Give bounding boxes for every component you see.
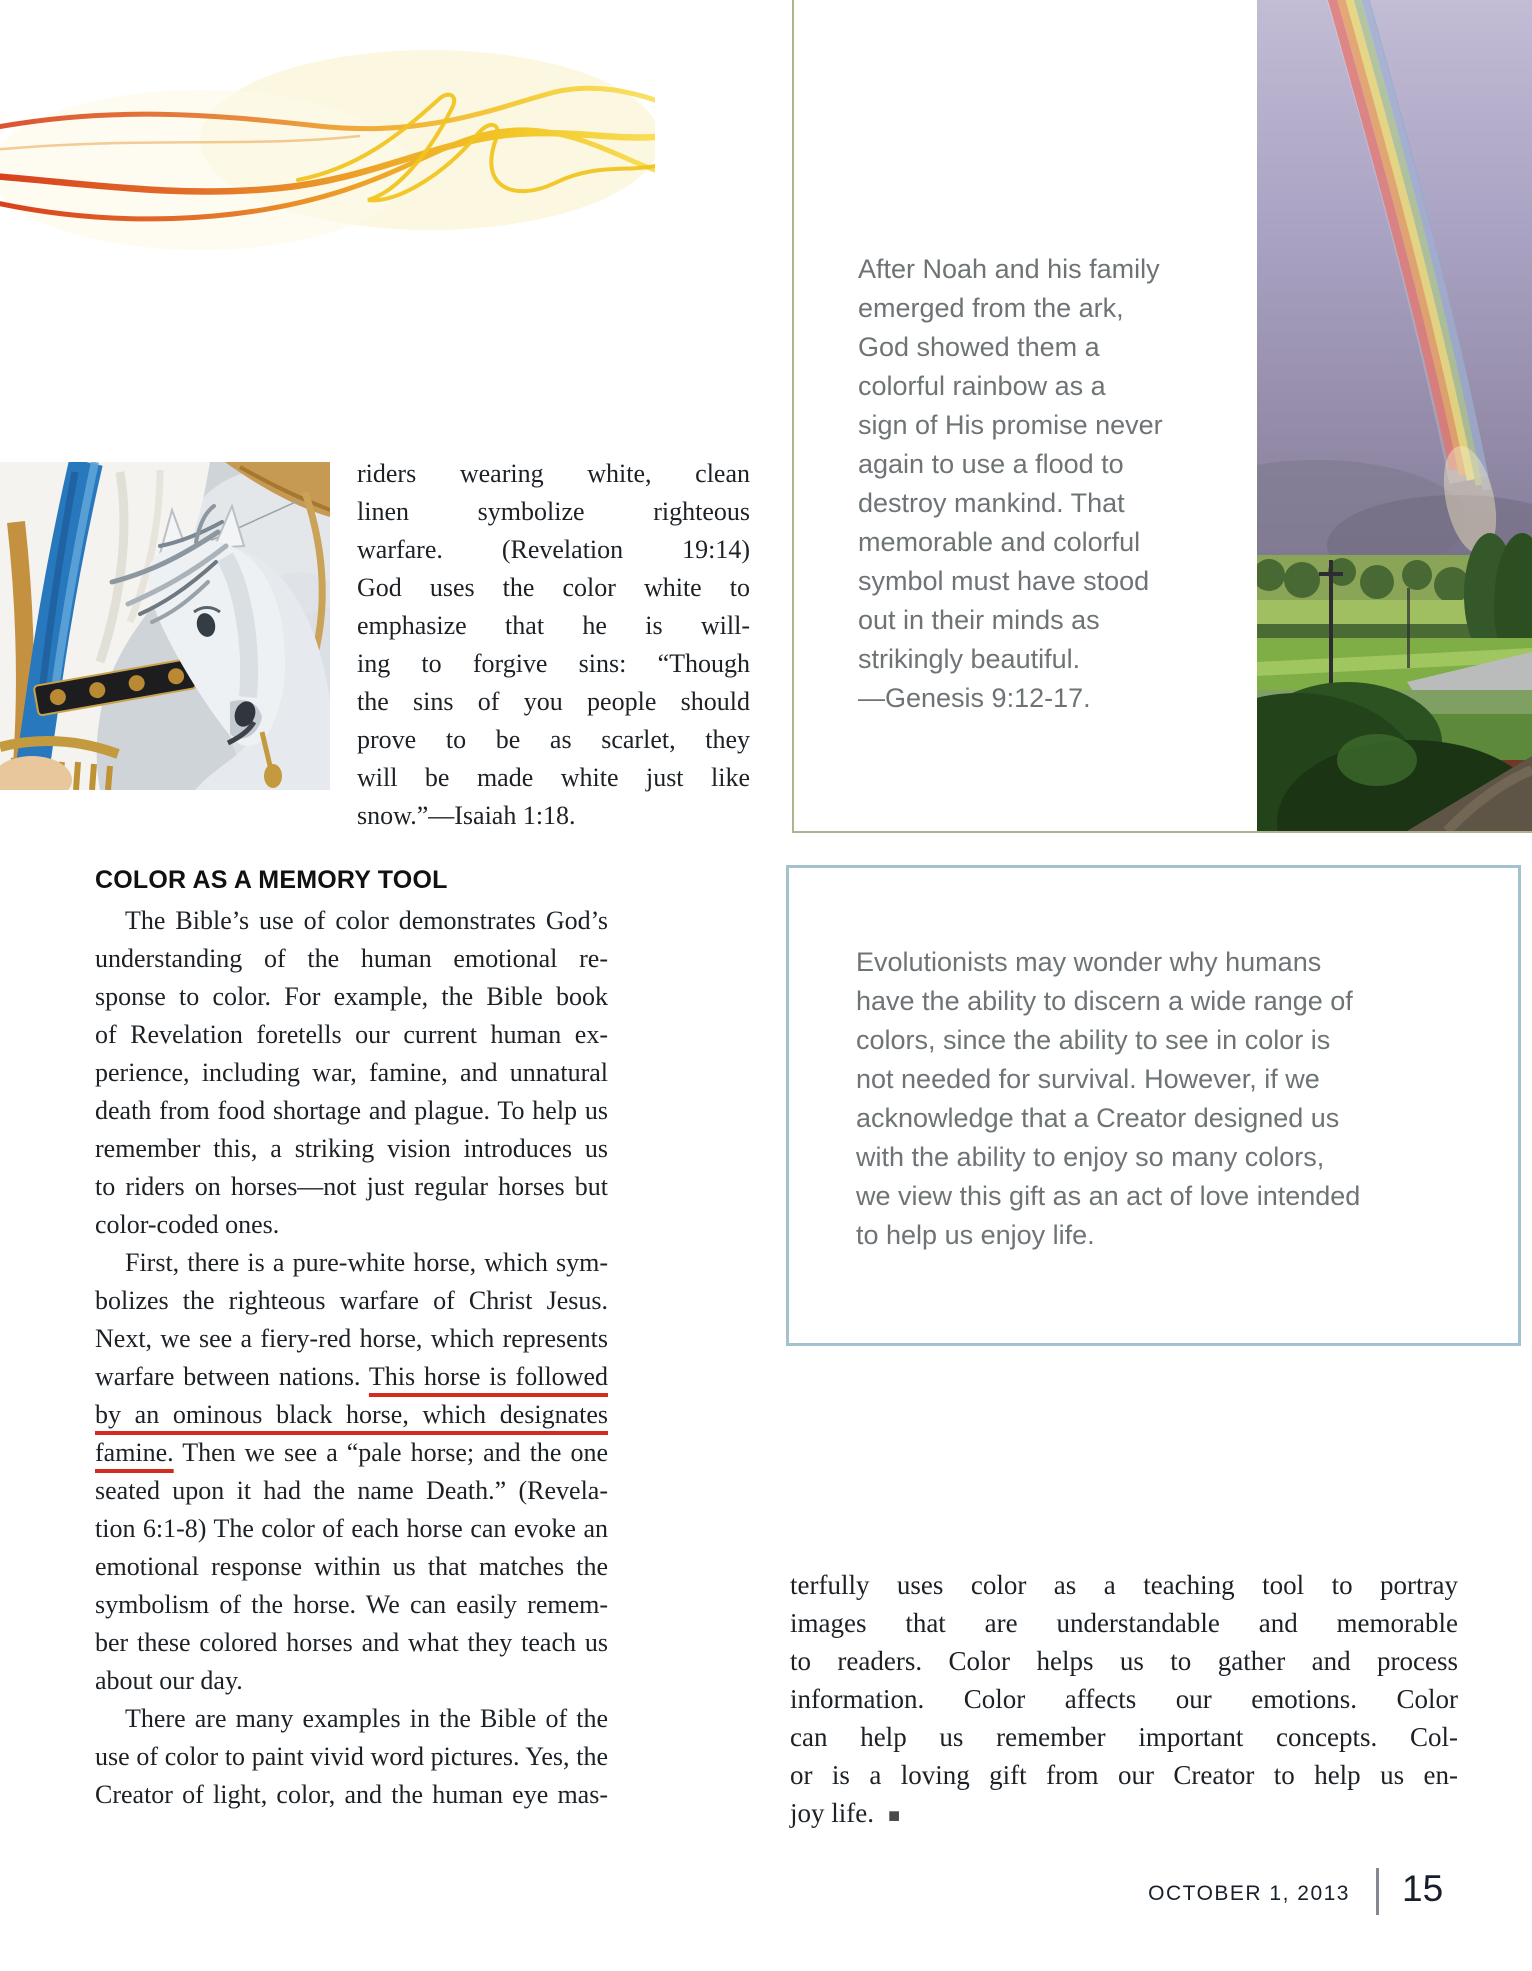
- text-line: joy life. ■: [790, 1798, 901, 1828]
- wave-decoration: [0, 40, 655, 255]
- text-line: about our day.: [95, 1666, 243, 1695]
- text-line: have the ability to discern a wide range of: [856, 986, 1353, 1016]
- text-line: sign of His promise never: [858, 410, 1163, 440]
- text-line: symbol must have stood: [858, 566, 1150, 596]
- text-line: to riders on horses—not just regular horses but: [95, 1172, 608, 1201]
- text-line: God uses the color white to: [357, 573, 750, 602]
- text-line: emphasize that he is will-: [357, 611, 750, 640]
- noah-sidebar-box: [792, 0, 1532, 833]
- text-line: again to use a flood to: [858, 449, 1124, 479]
- text-line: colors, since the ability to see in color is: [856, 1025, 1331, 1055]
- text-line: to help us enjoy life.: [856, 1220, 1095, 1250]
- text-line: First, there is a pure-white horse, which sym-: [125, 1248, 608, 1277]
- text-line: the sins of you people should: [357, 687, 750, 716]
- footer-divider: [1376, 1868, 1379, 1915]
- body-paragraph-2: [95, 1244, 608, 1700]
- text-line: ing to forgive sins: “Though: [357, 649, 750, 678]
- text-line: There are many examples in the Bible of the: [125, 1704, 608, 1733]
- text-line: —Genesis 9:12-17.: [858, 683, 1091, 713]
- rider-on-white-horse-image: [0, 462, 330, 790]
- text-line: destroy mankind. That: [858, 488, 1125, 518]
- body-paragraph-3: [95, 1700, 608, 1814]
- text-line: emotional response within us that matches the: [95, 1552, 608, 1581]
- text-line: warfare. (Revelation 19:14): [357, 535, 750, 564]
- text-line: acknowledge that a Creator designed us: [856, 1103, 1340, 1133]
- right-column: [790, 1566, 1458, 1835]
- text-line: tion 6:1-8) The color of each horse can evoke an: [95, 1514, 608, 1543]
- text-line: remember this, a striking vision introduces us: [95, 1134, 608, 1163]
- text-line: Evolutionists may wonder why humans: [856, 947, 1322, 977]
- text-line: emerged from the ark,: [858, 293, 1124, 323]
- rainbow-over-valley-photo: [1257, 0, 1532, 831]
- red-underline-annotation: famine.: [95, 1438, 174, 1467]
- text-line: to readers. Color helps us to gather and process: [790, 1646, 1458, 1676]
- text-line: we view this gift as an act of love intended: [856, 1181, 1361, 1211]
- text-line: prove to be as scarlet, they: [357, 725, 750, 754]
- section-heading: COLOR AS A MEMORY TOOL: [95, 866, 448, 894]
- text-line: out in their minds as: [858, 605, 1100, 635]
- text-line: use of color to paint vivid word pictures. Yes, the: [95, 1742, 608, 1771]
- noah-sidebar-text: [858, 250, 1278, 718]
- text-line: terfully uses color as a teaching tool to portray: [790, 1570, 1458, 1600]
- text-line: death from food shortage and plague. To help us: [95, 1096, 608, 1125]
- footer-page-number: 15: [1402, 1868, 1444, 1909]
- red-underline-annotation: by an ominous black horse, which designates: [95, 1400, 608, 1429]
- evolution-sidebar-text: [856, 943, 1416, 1255]
- footer-date: OCTOBER 1, 2013: [1148, 1882, 1350, 1905]
- text-line: seated upon it had the name Death.” (Revela-: [95, 1476, 608, 1505]
- text-line: or is a loving gift from our Creator to help us en-: [790, 1760, 1458, 1790]
- text-line: colorful rainbow as a: [858, 371, 1106, 401]
- text-line: symbolism of the horse. We can easily remem-: [95, 1590, 608, 1619]
- text-line: with the ability to enjoy so many colors,: [856, 1142, 1325, 1172]
- text-line: [95, 1396, 608, 1434]
- text-line: The Bible’s use of color demonstrates God’s: [125, 906, 608, 935]
- text-line: God showed them a: [858, 332, 1100, 362]
- text-line: snow.”—Isaiah 1:18.: [357, 801, 576, 830]
- text-line: perience, including war, famine, and unnatural: [95, 1058, 608, 1087]
- end-of-article-marker: ■: [887, 1805, 901, 1827]
- text-line: images that are understandable and memorable: [790, 1608, 1458, 1638]
- left-column: [95, 902, 608, 1814]
- text-line: will be made white just like: [357, 763, 750, 792]
- body-paragraph-1: [95, 902, 608, 1244]
- text-line: Creator of light, color, and the human eye mas-: [95, 1780, 608, 1809]
- text-line: memorable and colorful: [858, 527, 1141, 557]
- text-line: not needed for survival. However, if we: [856, 1064, 1320, 1094]
- red-underline-annotation: This horse is followed: [368, 1362, 608, 1391]
- text-line: information. Color affects our emotions. Color: [790, 1684, 1458, 1714]
- wrap-text-block: [357, 455, 750, 835]
- text-line: famine. Then we see a “pale horse; and the one: [95, 1438, 608, 1467]
- text-line: bolizes the righteous warfare of Christ Jesus.: [95, 1286, 608, 1315]
- text-line: strikingly beautiful.: [858, 644, 1081, 674]
- text-line: Next, we see a fiery-red horse, which represents: [95, 1324, 608, 1353]
- text-line: of Revelation foretells our current human ex-: [95, 1020, 608, 1049]
- text-line: can help us remember important concepts. Col-: [790, 1722, 1458, 1752]
- text-line: linen symbolize righteous: [357, 497, 750, 526]
- text-line: warfare between nations. This horse is followed: [95, 1362, 608, 1391]
- text-line: sponse to color. For example, the Bible book: [95, 982, 608, 1011]
- text-line: understanding of the human emotional re-: [95, 944, 608, 973]
- text-line: riders wearing white, clean: [357, 459, 750, 488]
- evolution-sidebar-box: [786, 865, 1521, 1346]
- text-line: After Noah and his family: [858, 254, 1160, 284]
- text-line: ber these colored horses and what they teach us: [95, 1628, 608, 1657]
- text-line: color-coded ones.: [95, 1210, 280, 1239]
